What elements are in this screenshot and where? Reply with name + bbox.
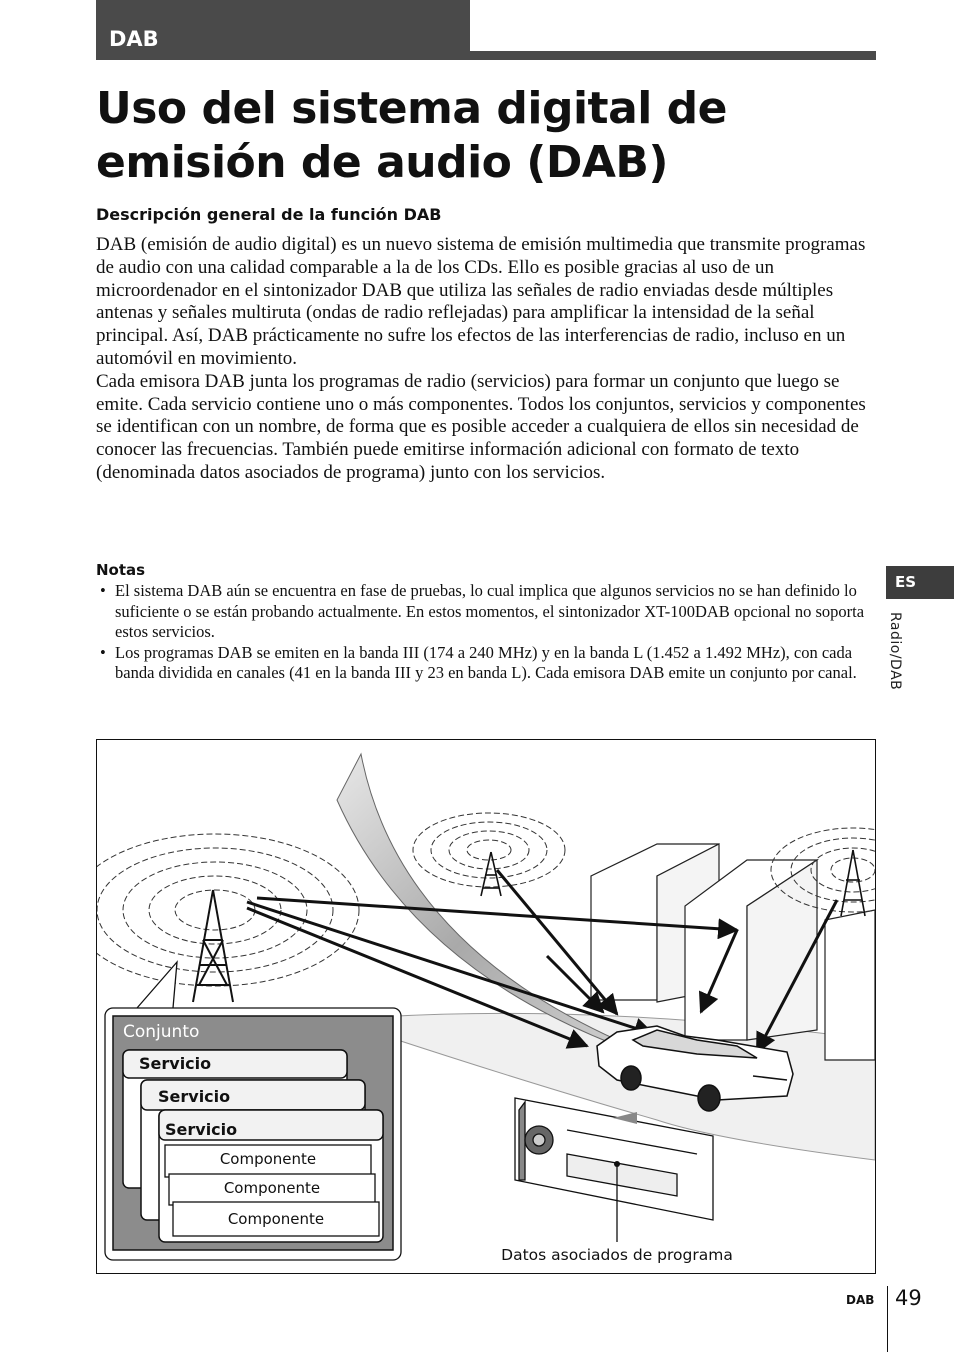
notes-list bbox=[96, 581, 866, 684]
body-text bbox=[96, 234, 866, 485]
component-label: Componente bbox=[223, 1179, 321, 1197]
body-paragraph: DAB (emisión de audio digital) es un nuevo sistema de emisión multimedia que transmite programas de audio con una calidad comparable a la de los CDs. Ello es posible gracias al uso de un microordenador en el sintonizador DAB que utiliza las señales de radio enviadas desde múltiples antenas y señales multiruta (ondas de radio reflejadas) para amplificar la intensidad de la señal principal. Así, DAB prácticamente no sufre los efectos de las interferencias de radio, incluso en un automóvil en movimiento. bbox=[96, 234, 866, 369]
page-title: Uso del sistema digital de emisión de audio (DAB) bbox=[96, 83, 728, 188]
tower-icon bbox=[193, 890, 233, 1002]
note-item bbox=[96, 643, 866, 684]
language-tab-label: ES bbox=[895, 573, 917, 591]
bullet-icon: • bbox=[100, 642, 106, 662]
ensemble-callout bbox=[137, 962, 177, 1008]
language-tab bbox=[886, 566, 954, 599]
body-paragraph: Cada emisora DAB junta los programas de radio (servicios) para formar un conjunto que luego se emite. Cada servicio contiene uno o más componentes. Todos los conjuntos, servicios y componentes se identifican con un nombre, de forma que es posible acceder a cualquiera de ellos sin necesidad de conocer las frecuencias. También puede emitirse información adicional con formato de texto (denominada datos asociados de programa) junto con los servicios. bbox=[96, 370, 866, 483]
note-item bbox=[96, 581, 866, 643]
footer-rule bbox=[887, 1286, 888, 1352]
section-subheading: Descripción general de la función DAB bbox=[96, 205, 442, 224]
header-rule bbox=[470, 51, 876, 60]
page-number: 49 bbox=[895, 1286, 922, 1310]
radio-waves-center bbox=[413, 813, 565, 887]
component-label: Componente bbox=[227, 1210, 325, 1228]
service-label: Servicio bbox=[139, 1054, 212, 1073]
note-text: El sistema DAB aún se encuentra en fase de pruebas, lo cual implica que algunos servicios no se han definido lo suficiente o se están probando actualmente. En estos momentos, el sintonizador XT-100DAB opcional no soporta estos servicios. bbox=[115, 581, 865, 641]
footer-section-label: DAB bbox=[846, 1293, 875, 1307]
section-header-label: DAB bbox=[109, 27, 159, 51]
radio-waves-left bbox=[97, 834, 359, 986]
dab-diagram bbox=[96, 739, 876, 1274]
tower-icon bbox=[841, 850, 865, 916]
tower-icon bbox=[481, 852, 501, 896]
side-section-label: Radio/DAB bbox=[887, 612, 903, 691]
service-label: Servicio bbox=[165, 1120, 238, 1139]
ensemble-label: Conjunto bbox=[123, 1022, 200, 1042]
pad-label: Datos asociados de programa bbox=[501, 1246, 733, 1264]
component-label: Componente bbox=[219, 1150, 317, 1168]
notes-title: Notas bbox=[96, 561, 146, 579]
section-header-tab bbox=[96, 0, 470, 60]
note-text: Los programas DAB se emiten en la banda III (174 a 240 MHz) y en la banda L (1.452 a 1.492 MHz), con cada banda dividida en canales (41 en la banda III y 23 en banda L). Cada emisora DAB emite un conjunto por canal. bbox=[115, 642, 857, 682]
service-label: Servicio bbox=[158, 1087, 231, 1106]
bullet-icon: • bbox=[100, 581, 106, 600]
pad-pointer-dot bbox=[614, 1161, 620, 1167]
